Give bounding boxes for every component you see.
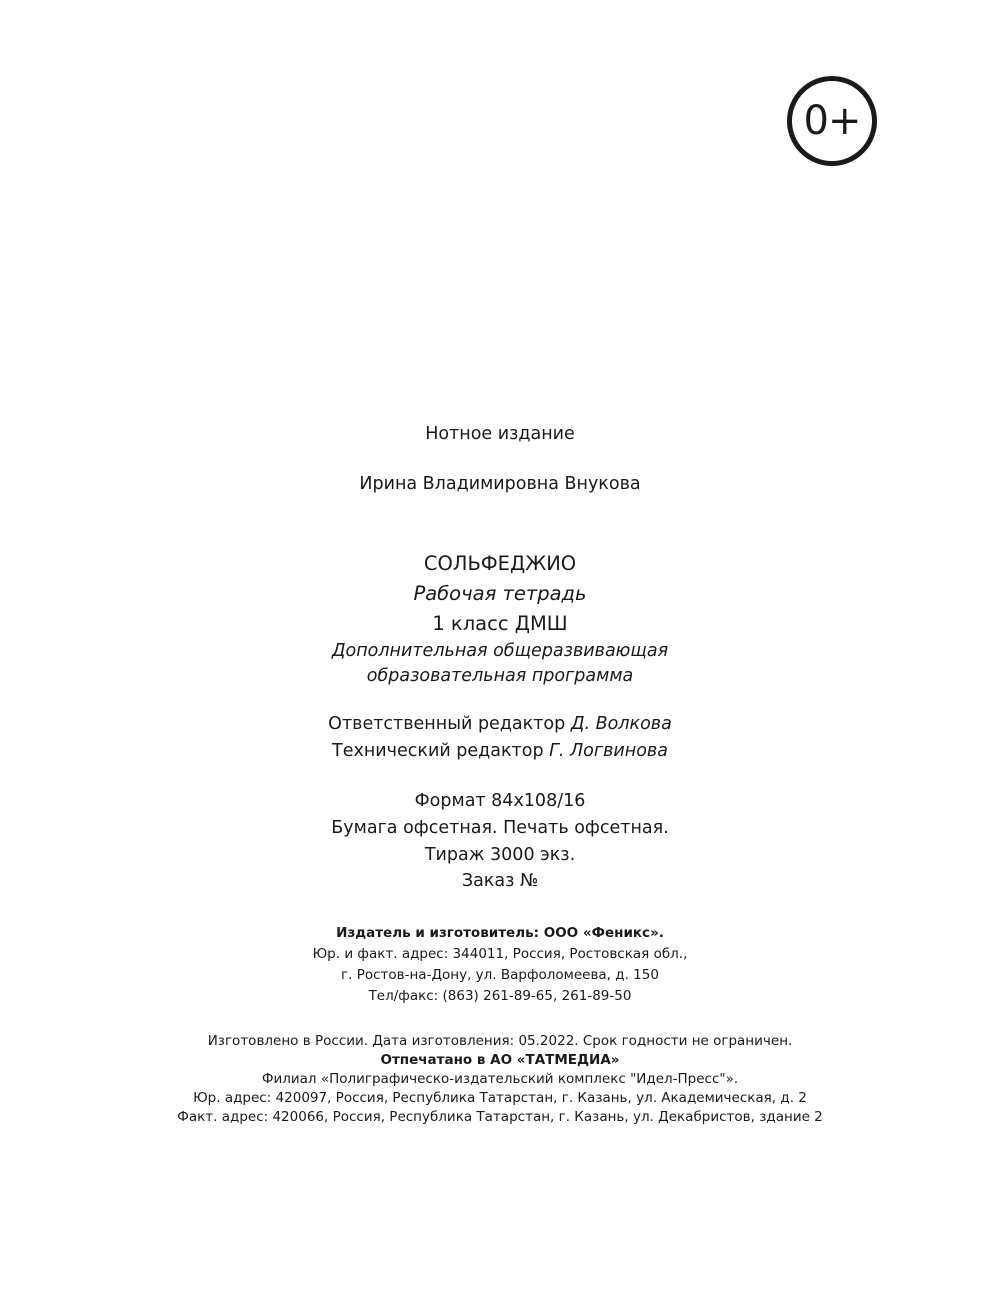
book-title: СОЛЬФЕДЖИО — [423, 552, 577, 575]
edition-type: Нотное издание — [425, 424, 575, 444]
grade-line: 1 класс ДМШ — [432, 612, 568, 635]
print-spec-paper: Бумага офсетная. Печать офсетная. — [331, 818, 669, 838]
program-line-1: Дополнительная общеразвивающая — [331, 641, 669, 661]
responsible-editor-label: Ответственный редактор — [328, 714, 566, 734]
technical-editor-name: Г. Логвинова — [549, 741, 668, 761]
printer-line-3: Филиал «Полиграфическо-издательский комплекс "Идел-Пресс"». — [261, 1071, 739, 1087]
printer-line-4: Юр. адрес: 420097, Россия, Республика Татарстан, г. Казань, ул. Академическая, д. 2 — [193, 1090, 807, 1106]
publisher-line-4: Тел/факс: (863) 261-89-65, 261-89-50 — [368, 988, 632, 1004]
printer-line-2: Отпечатано в АО «ТАТМЕДИА» — [380, 1052, 620, 1068]
program-line-2: образовательная программа — [366, 666, 634, 686]
print-spec-order: Заказ № — [461, 871, 539, 891]
publisher-line-1: Издатель и изготовитель: ООО «Феникс». — [336, 925, 664, 941]
printer-line-5: Факт. адрес: 420066, Россия, Республика Татарстан, г. Казань, ул. Декабристов, здание 2 — [177, 1109, 823, 1125]
technical-editor — [0, 741, 1000, 761]
author-name: Ирина Владимировна Внукова — [359, 474, 641, 494]
print-spec-run: Тираж 3000 экз. — [424, 845, 576, 865]
responsible-editor — [0, 714, 1000, 734]
printer-line-1: Изготовлено в России. Дата изготовления: 05.2022. Срок годности не ограничен. — [207, 1033, 793, 1049]
publisher-line-2: Юр. и факт. адрес: 344011, Россия, Ростовская обл., — [312, 946, 688, 962]
technical-editor-label: Технический редактор — [332, 741, 544, 761]
responsible-editor-name: Д. Волкова — [570, 714, 672, 734]
publisher-line-3: г. Ростов-на-Дону, ул. Варфоломеева, д. 150 — [341, 967, 659, 983]
print-spec-format: Формат 84x108/16 — [414, 791, 586, 811]
age-rating-badge — [787, 76, 877, 166]
age-rating-text: 0+ — [803, 98, 861, 144]
book-subtitle: Рабочая тетрадь — [413, 582, 587, 605]
